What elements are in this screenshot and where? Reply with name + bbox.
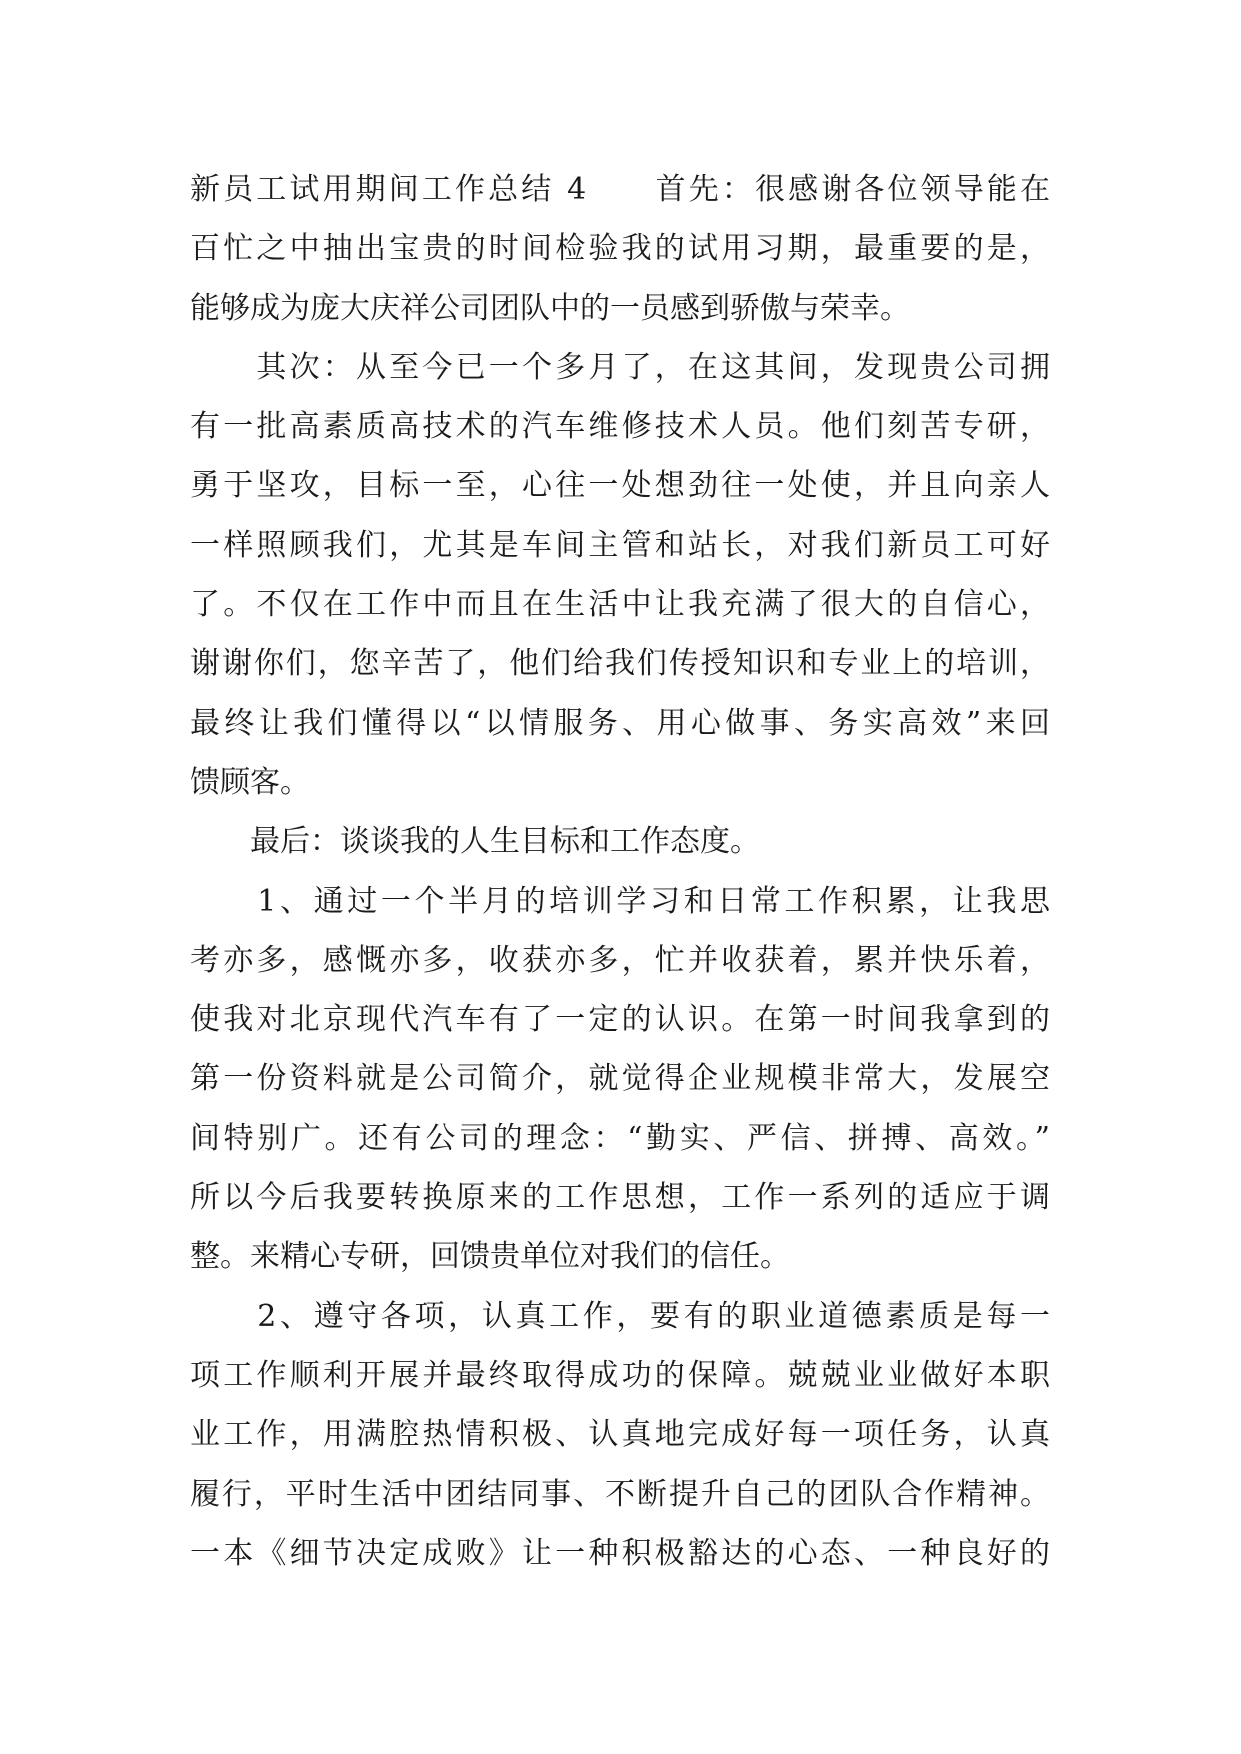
text-line: 其次：从至今已一个多月了，在这其间，发现贵公司拥 xyxy=(190,349,1050,385)
text-line: 最终让我们懂得以“以情服务、用心做事、务实高效”来回 xyxy=(190,705,1050,741)
text-line: 第一份资料就是公司简介，就觉得企业规模非常大，发展空 xyxy=(190,1061,1050,1097)
text-line: 新员工试用期间工作总结 4 首先：很感谢各位领导能在 xyxy=(190,172,1050,207)
text-line: 所以今后我要转换原来的工作思想，工作一系列的适应于调 xyxy=(190,1180,1050,1216)
text-line: 业工作，用满腔热情积极、认真地完成好每一项任务，认真 xyxy=(190,1417,1050,1453)
text-line: 谢谢你们，您辛苦了，他们给我们传授知识和专业上的培训， xyxy=(190,646,1050,682)
text-line: 使我对北京现代汽车有了一定的认识。在第一时间我拿到的 xyxy=(190,1002,1050,1038)
text-line: 馈顾客。 xyxy=(190,764,310,800)
text-line: 了。不仅在工作中而且在生活中让我充满了很大的自信心， xyxy=(190,587,1050,623)
text-line: 间特别广。还有公司的理念：“勤实、严信、拼搏、高效。” xyxy=(190,1120,1050,1156)
text-line: 项工作顺利开展并最终取得成功的保障。兢兢业业做好本职 xyxy=(190,1357,1050,1393)
text-line: 一本《细节决定成败》让一种积极豁达的心态、一种良好的 xyxy=(190,1535,1050,1571)
text-line: 有一批高素质高技术的汽车维修技术人员。他们刻苦专研， xyxy=(190,409,1050,445)
text-line: 百忙之中抽出宝贵的时间检验我的试用习期，最重要的是， xyxy=(190,231,1050,267)
document-body xyxy=(190,160,1050,1583)
text-line: 整。来精心专研，回馈贵单位对我们的信任。 xyxy=(190,1239,790,1275)
text-line: 勇于坚攻，目标一至，心往一处想劲往一处使，并且向亲人 xyxy=(190,468,1050,504)
text-line: 能够成为庞大庆祥公司团队中的一员感到骄傲与荣幸。 xyxy=(190,290,910,326)
text-line: 履行，平时生活中团结同事、不断提升自己的团队合作精神。 xyxy=(190,1476,1050,1512)
text-line: 最后：谈谈我的人生目标和工作态度。 xyxy=(190,824,760,860)
text-line: 1、通过一个半月的培训学习和日常工作积累，让我思 xyxy=(190,883,1050,919)
text-line: 一样照顾我们，尤其是车间主管和站长，对我们新员工可好 xyxy=(190,527,1050,563)
text-line: 考亦多，感慨亦多，收获亦多，忙并收获着，累并快乐着， xyxy=(190,942,1050,978)
text-line: 2、遵守各项，认真工作，要有的职业道德素质是每一 xyxy=(190,1298,1050,1334)
